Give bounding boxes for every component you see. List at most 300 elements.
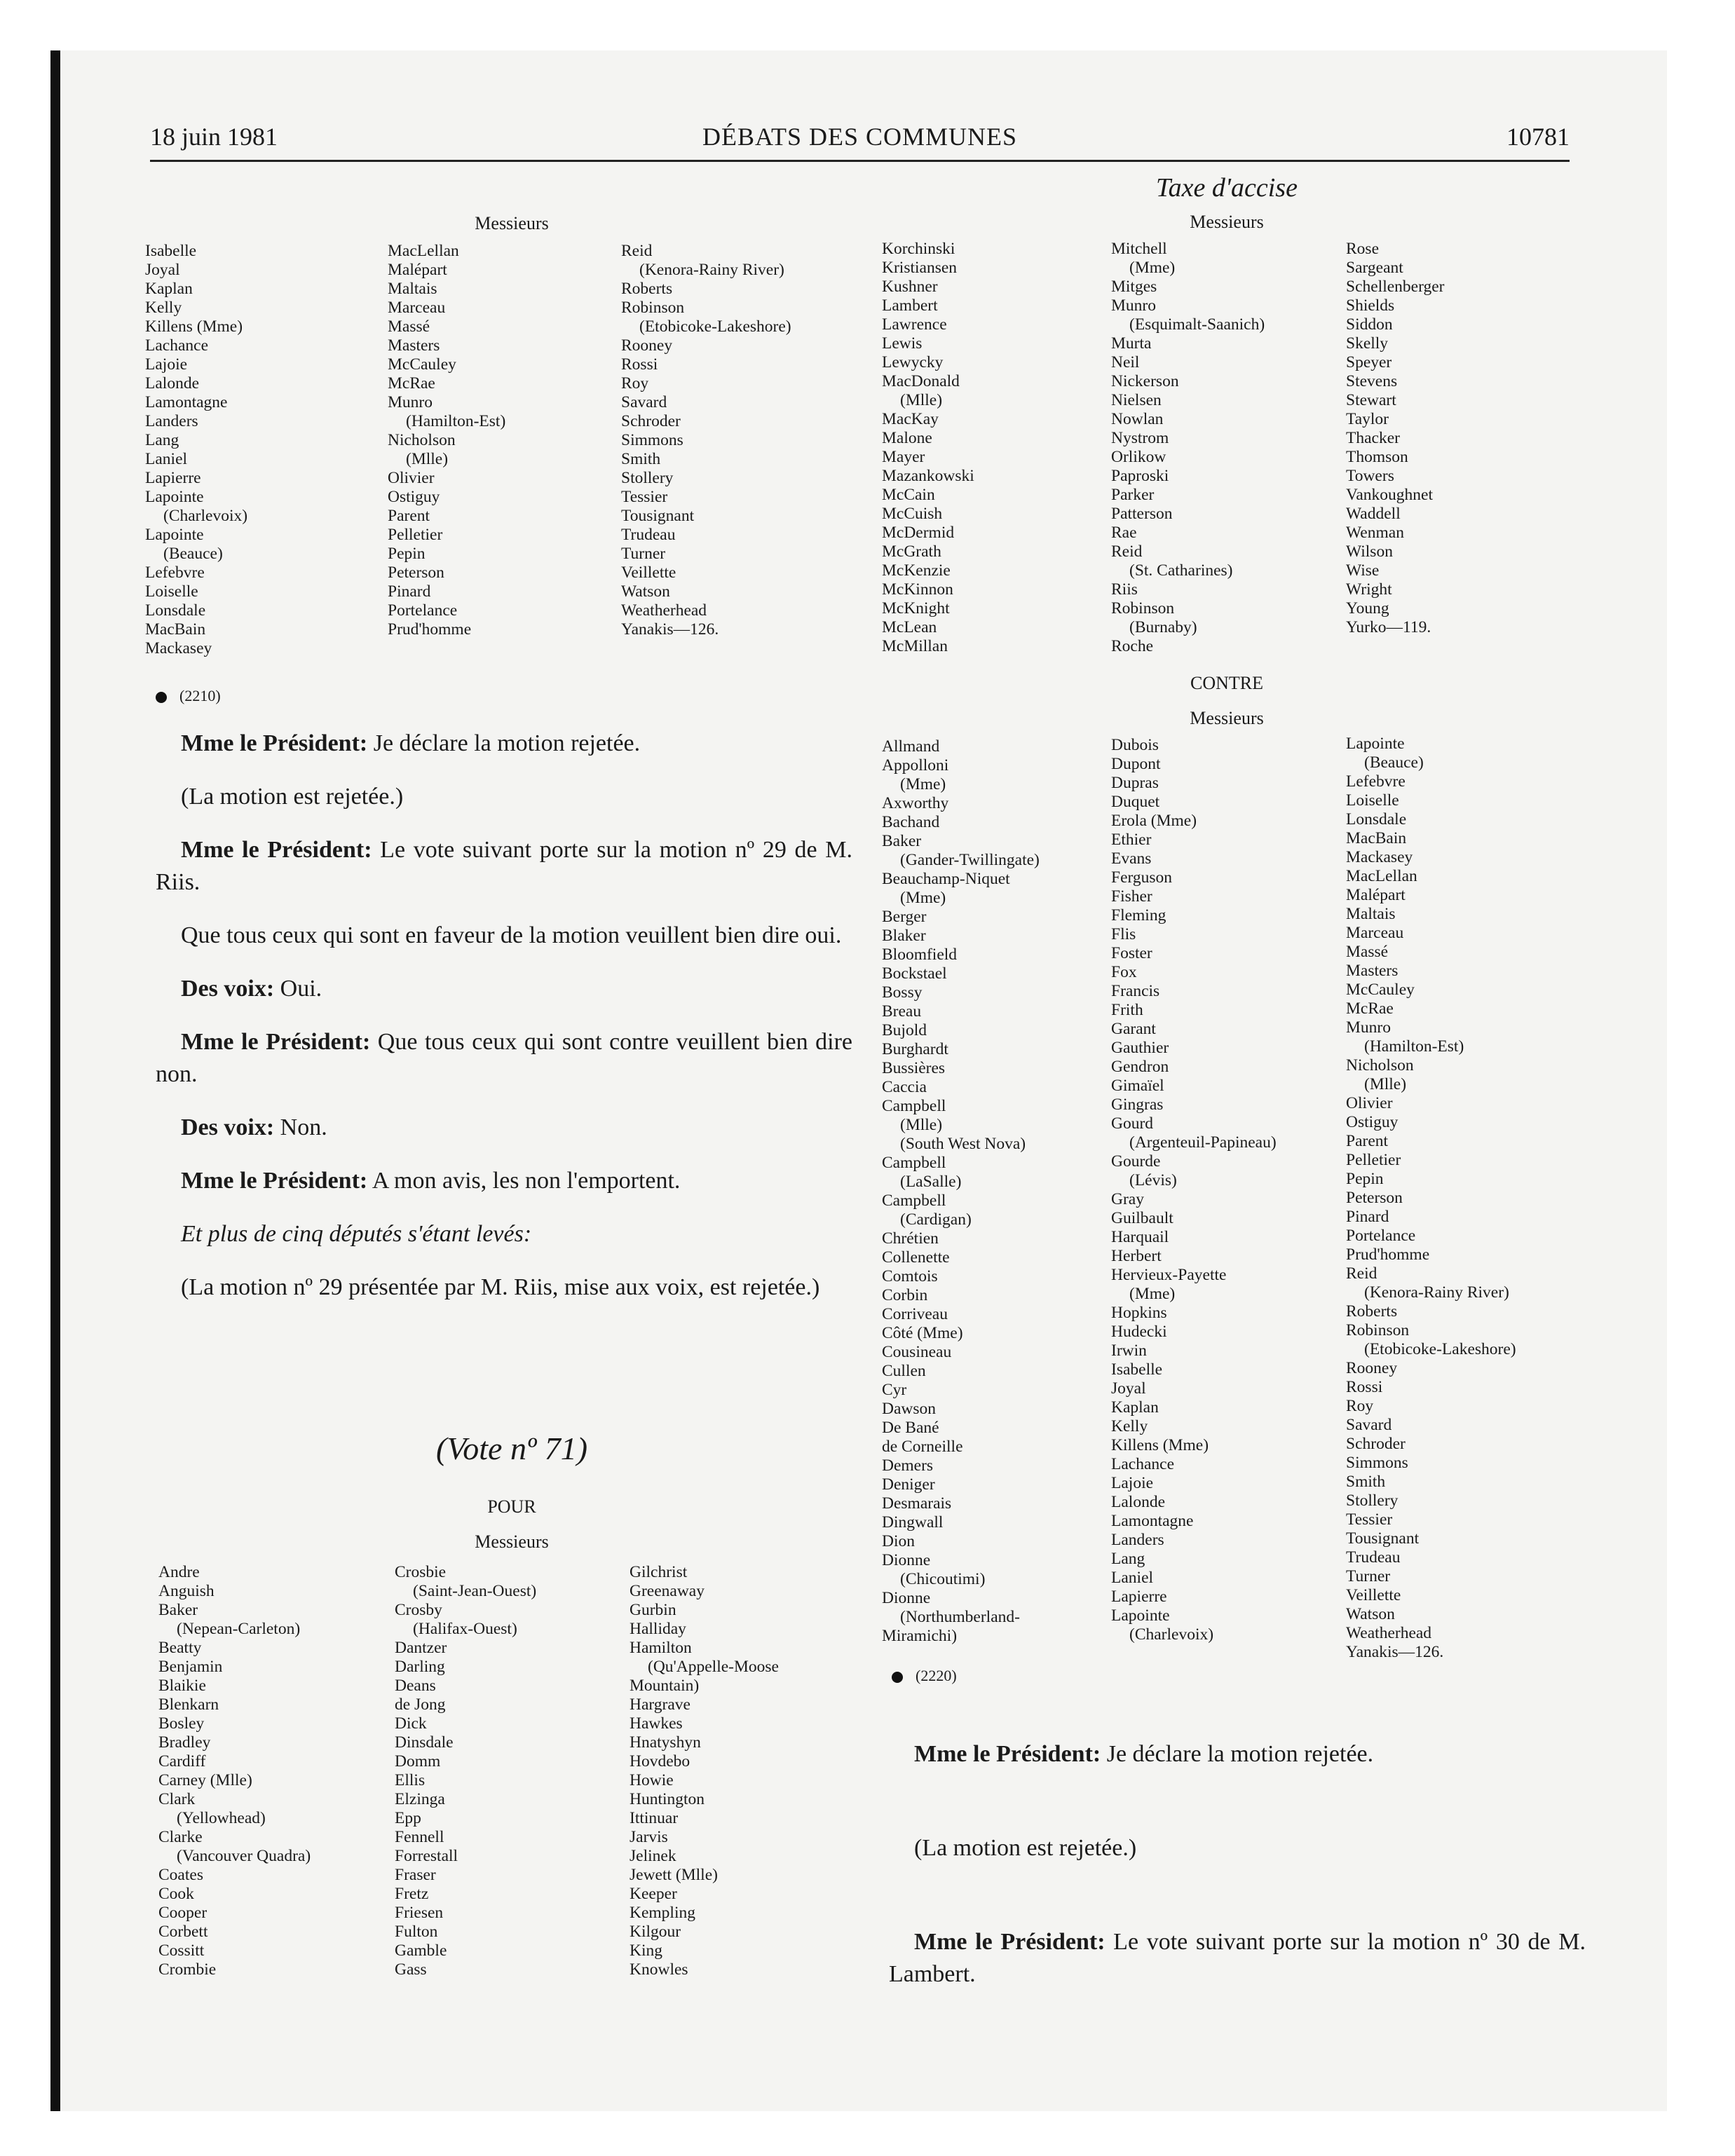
member-name: Cossitt <box>158 1942 205 1960</box>
member-name: Marceau <box>1346 924 1404 942</box>
member-name: Gauthier <box>1111 1039 1169 1057</box>
member-name: Lapointe <box>1346 735 1405 753</box>
member-name: Cooper <box>158 1904 207 1922</box>
member-name: Nielsen <box>1111 391 1162 409</box>
member-name: (Mlle) <box>900 1116 943 1134</box>
member-name: Cousineau <box>882 1343 952 1361</box>
member-name: Wenman <box>1346 524 1404 542</box>
member-name: Hawkes <box>630 1714 683 1733</box>
member-name: Roberts <box>1346 1302 1398 1321</box>
member-name: Veillette <box>621 564 676 582</box>
member-name: Gamble <box>395 1942 447 1960</box>
member-name: (Mlle) <box>406 450 449 468</box>
member-name: Kempling <box>630 1904 695 1922</box>
speaker-label: Mme le Président: <box>914 1741 1101 1767</box>
member-name: Thacker <box>1346 429 1400 447</box>
member-name: Gray <box>1111 1190 1144 1208</box>
member-name: Olivier <box>1346 1094 1393 1112</box>
proceedings-paragraph <box>156 1271 852 1304</box>
member-name: Isabelle <box>1111 1360 1163 1379</box>
member-name: Yanakis—126. <box>621 620 719 639</box>
member-name: McKenzie <box>882 561 951 580</box>
member-name: Hovdebo <box>630 1752 690 1770</box>
member-name: Lonsdale <box>1346 810 1407 828</box>
member-name: Skelly <box>1346 334 1389 353</box>
member-name: Mitchell <box>1111 240 1167 258</box>
member-name: Frith <box>1111 1001 1143 1019</box>
member-name: Rossi <box>621 355 658 374</box>
member-name: Hargrave <box>630 1696 690 1714</box>
member-name: Savard <box>621 393 667 411</box>
member-name: Desmarais <box>882 1494 952 1513</box>
member-name: Kelly <box>1111 1417 1148 1435</box>
header-date: 18 juin 1981 <box>150 123 278 151</box>
member-name: Murta <box>1111 334 1152 353</box>
member-name: Hudecki <box>1111 1323 1167 1341</box>
member-name: Parent <box>388 507 430 525</box>
member-name: Andre <box>158 1563 200 1581</box>
proceedings-paragraph <box>156 973 852 1005</box>
member-name: Patterson <box>1111 505 1173 523</box>
member-name: Tessier <box>621 488 668 506</box>
member-name: Gass <box>395 1960 427 1979</box>
member-name: Sargeant <box>1346 259 1403 277</box>
member-name: Gourd <box>1111 1114 1154 1133</box>
member-name: Masters <box>388 336 440 355</box>
member-name: Gilchrist <box>630 1563 688 1581</box>
member-name: Hamilton <box>630 1639 692 1657</box>
member-name: Clarke <box>158 1828 203 1846</box>
member-name: Bockstael <box>882 964 947 983</box>
member-name: Mackasey <box>1346 848 1413 866</box>
member-name: Jewett (Mlle) <box>630 1866 718 1884</box>
member-name: Ferguson <box>1111 868 1173 887</box>
member-name: Lonsdale <box>145 601 206 620</box>
paragraph-text: (La motion est rejetée.) <box>181 784 404 810</box>
member-name: Gourde <box>1111 1152 1161 1171</box>
member-name: King <box>630 1942 662 1960</box>
contre-column-2 <box>1111 736 1277 1644</box>
member-name: Cook <box>158 1885 194 1903</box>
member-name: Dantzer <box>395 1639 447 1657</box>
member-name: Weatherhead <box>1346 1624 1432 1642</box>
member-name: Ittinuar <box>630 1809 679 1827</box>
member-name: Roy <box>621 374 649 393</box>
member-name: Bloomfield <box>882 946 958 964</box>
member-name: Benjamin <box>158 1658 223 1676</box>
member-name: Watson <box>1346 1605 1395 1623</box>
member-name: McCain <box>882 486 935 504</box>
member-name: Campbell <box>882 1097 946 1115</box>
vote70-column-1 <box>145 242 247 658</box>
member-name: McGrath <box>882 543 941 561</box>
member-name: Comtois <box>882 1267 938 1285</box>
member-name: (Charlevoix) <box>1129 1625 1214 1644</box>
member-name: Robinson <box>1346 1321 1410 1339</box>
proceedings-paragraph <box>889 1926 1586 1991</box>
member-name: Pinard <box>1346 1208 1389 1226</box>
member-name: Fretz <box>395 1885 429 1903</box>
member-name: Mackasey <box>145 639 212 657</box>
member-name: Huntington <box>630 1790 705 1808</box>
paragraph-text: Et plus de cinq députés s'étant levés: <box>181 1221 532 1247</box>
member-name: Trudeau <box>621 526 676 544</box>
member-name: Reid <box>1111 543 1143 561</box>
contre-column-1 <box>882 737 1040 1646</box>
member-name: Lamontagne <box>145 393 228 411</box>
member-name: Baker <box>882 832 922 850</box>
proceedings-right <box>889 1738 1586 2052</box>
vote70-column-5 <box>1111 240 1265 656</box>
member-name: McLean <box>882 618 937 636</box>
proceedings-paragraph <box>156 834 852 899</box>
messieurs-label-left: Messieurs <box>475 213 549 233</box>
member-name: Stewart <box>1346 391 1396 409</box>
member-name: Nickerson <box>1111 372 1179 390</box>
member-name: Foster <box>1111 944 1152 962</box>
member-name: Corbett <box>158 1923 208 1941</box>
member-name: Baker <box>158 1601 198 1619</box>
member-name: Lamontagne <box>1111 1512 1194 1530</box>
member-name: (Cardigan) <box>900 1210 972 1229</box>
member-name: (Hamilton-Est) <box>406 412 506 430</box>
member-name: Marceau <box>388 299 446 317</box>
member-name: Laniel <box>1111 1569 1154 1587</box>
vote71-pour-column-2 <box>395 1563 536 1979</box>
member-name: Epp <box>395 1809 421 1827</box>
member-name: Bossy <box>882 983 923 1002</box>
member-name: Kelly <box>145 299 182 317</box>
member-name: Simmons <box>1346 1454 1408 1472</box>
member-name: Corbin <box>882 1286 928 1304</box>
member-name: (Mme) <box>900 775 946 793</box>
scan-edge <box>50 50 60 2111</box>
member-name: Landers <box>1111 1531 1164 1549</box>
speaker-label: Mme le Président: <box>181 1168 368 1194</box>
paragraph-text: Que tous ceux qui sont en faveur de la motion veuillent bien dire oui. <box>181 922 842 948</box>
member-name: Killens (Mme) <box>1111 1436 1209 1454</box>
member-name: Kristiansen <box>882 259 958 277</box>
member-name: Peterson <box>388 564 444 582</box>
member-name: Vankoughnet <box>1346 486 1434 504</box>
member-name: Corriveau <box>882 1305 948 1323</box>
member-name: Maltais <box>388 280 437 298</box>
member-name: Ethier <box>1111 831 1152 849</box>
member-name: Gimaïel <box>1111 1077 1164 1095</box>
member-name: Fulton <box>395 1923 438 1941</box>
member-name: Yanakis—126. <box>1346 1643 1444 1661</box>
member-name: Greenaway <box>630 1582 705 1600</box>
member-name: Gingras <box>1111 1096 1164 1114</box>
member-name: Coates <box>158 1866 203 1884</box>
member-name: (Yellowhead) <box>177 1809 266 1827</box>
member-name: Forrestall <box>395 1847 458 1865</box>
member-name: Joyal <box>1111 1379 1146 1398</box>
member-name: Demers <box>882 1456 934 1475</box>
member-name: Massé <box>388 318 430 336</box>
member-name: Bujold <box>882 1021 927 1039</box>
member-name: Turner <box>621 545 666 563</box>
member-name: Wise <box>1346 561 1380 580</box>
messieurs-label-right: Messieurs <box>1190 212 1264 232</box>
member-name: Mazankowski <box>882 467 974 485</box>
member-name: Waddell <box>1346 505 1401 523</box>
member-name: Pinard <box>388 582 431 601</box>
speaker-label: Mme le Président: <box>181 837 372 863</box>
member-name: (Vancouver Quadra) <box>177 1847 311 1865</box>
member-name: Bosley <box>158 1714 205 1733</box>
speaker-label: Mme le Président: <box>914 1929 1105 1955</box>
member-name: Speyer <box>1346 353 1392 371</box>
member-name: Lang <box>145 431 179 449</box>
member-name: (Kenora-Rainy River) <box>1364 1283 1509 1302</box>
member-name: Kaplan <box>1111 1398 1159 1417</box>
proceedings-paragraph <box>156 1112 852 1144</box>
speaker-label: Mme le Président: <box>181 1029 371 1055</box>
member-name: Mountain) <box>630 1677 700 1695</box>
member-name: Cyr <box>882 1381 907 1399</box>
member-name: Rose <box>1346 240 1379 258</box>
member-name: Harquail <box>1111 1228 1169 1246</box>
member-name: Wilson <box>1346 543 1393 561</box>
paragraph-text: (La motion nº 29 présentée par M. Riis, mise aux voix, est rejetée.) <box>181 1274 820 1300</box>
member-name: Knowles <box>630 1960 688 1979</box>
member-name: Miramichi) <box>882 1627 958 1645</box>
member-name: Schroder <box>621 412 681 430</box>
pour-label: POUR <box>487 1496 536 1517</box>
member-name: Mitges <box>1111 278 1157 296</box>
member-name: Roche <box>1111 637 1154 655</box>
member-name: Erola (Mme) <box>1111 812 1197 830</box>
member-name: Lang <box>1111 1550 1145 1568</box>
member-name: Cullen <box>882 1362 926 1380</box>
proceedings-paragraph <box>156 920 852 952</box>
vote-71-title: (Vote nº 71) <box>435 1431 588 1466</box>
member-name: Munro <box>1111 296 1156 315</box>
member-name: Chrétien <box>882 1229 939 1248</box>
member-name: Riis <box>1111 580 1138 599</box>
member-name: Deniger <box>882 1475 935 1494</box>
member-name: Fox <box>1111 963 1137 981</box>
member-name: Pepin <box>1346 1170 1384 1188</box>
vote71-pour-column-3 <box>630 1563 779 1979</box>
member-name: Korchinski <box>882 240 955 258</box>
member-name: MacDonald <box>882 372 960 390</box>
member-name: Robinson <box>621 299 685 317</box>
member-name: (Mme) <box>1129 259 1176 277</box>
member-name: Jelinek <box>630 1847 676 1865</box>
time-marker-text: (2210) <box>179 687 221 704</box>
member-name: Loiselle <box>145 582 198 601</box>
proceedings-paragraph <box>889 1832 1586 1864</box>
vote70-column-4 <box>882 240 974 656</box>
member-name: Dionne <box>882 1589 931 1607</box>
member-name: Robinson <box>1111 599 1175 618</box>
member-name: Neil <box>1111 353 1140 371</box>
member-name: Collenette <box>882 1248 950 1267</box>
member-name: Hervieux-Payette <box>1111 1266 1227 1284</box>
member-name: McCuish <box>882 505 943 523</box>
member-name: Schellenberger <box>1346 278 1445 296</box>
contre-label: CONTRE <box>1190 673 1263 693</box>
member-name: Turner <box>1346 1567 1391 1585</box>
contre-column-3 <box>1346 735 1516 1662</box>
member-name: Ellis <box>395 1771 426 1789</box>
member-name: Paproski <box>1111 467 1169 485</box>
member-name: (Mme) <box>1129 1285 1176 1303</box>
member-name: Laniel <box>145 450 188 468</box>
member-name: Beatty <box>158 1639 202 1657</box>
member-name: Bussières <box>882 1059 946 1077</box>
member-name: Crosby <box>395 1601 442 1619</box>
member-name: (Chicoutimi) <box>900 1570 986 1588</box>
member-name: Bradley <box>158 1733 211 1752</box>
member-name: Isabelle <box>145 242 197 260</box>
member-name: Irwin <box>1111 1342 1147 1360</box>
member-name: Hnatyshyn <box>630 1733 701 1752</box>
member-name: Weatherhead <box>621 601 707 620</box>
member-name: Tessier <box>1346 1510 1393 1529</box>
member-name: Rae <box>1111 524 1137 542</box>
member-name: Campbell <box>882 1154 946 1172</box>
paragraph-text: Oui. <box>274 976 322 1002</box>
member-name: Flis <box>1111 925 1136 943</box>
member-name: Keeper <box>630 1885 677 1903</box>
member-name: Nystrom <box>1111 429 1169 447</box>
member-name: Deans <box>395 1677 436 1695</box>
member-name: Nowlan <box>1111 410 1164 428</box>
proceedings-paragraph <box>156 1026 852 1091</box>
speaker-label: Mme le Président: <box>181 730 368 756</box>
member-name: Côté (Mme) <box>882 1324 963 1342</box>
member-name: Lalonde <box>1111 1493 1165 1511</box>
speaker-label: Des voix: <box>181 976 275 1002</box>
member-name: (Beauce) <box>1364 753 1424 772</box>
member-name: Kilgour <box>630 1923 681 1941</box>
member-name: Dick <box>395 1714 427 1733</box>
member-name: Lapierre <box>1111 1588 1167 1606</box>
speaker-label: Des voix: <box>181 1114 275 1140</box>
member-name: Allmand <box>882 737 940 756</box>
member-name: Berger <box>882 908 927 926</box>
member-name: Yurko—119. <box>1346 618 1431 636</box>
member-name: MacLellan <box>1346 867 1417 885</box>
bullet-dot-icon <box>156 692 167 703</box>
member-name: Pelletier <box>388 526 443 544</box>
member-name: (Lévis) <box>1129 1171 1177 1189</box>
member-name: Rooney <box>621 336 673 355</box>
proceedings-paragraph <box>156 781 852 813</box>
topic-heading: Taxe d'accise <box>1156 173 1298 203</box>
member-name: (Qu'Appelle-Moose <box>648 1658 779 1676</box>
time-marker-2210 <box>156 687 221 705</box>
member-name: Watson <box>621 582 670 601</box>
member-name: Lapointe <box>145 488 204 506</box>
member-name: Elzinga <box>395 1790 445 1808</box>
member-name: Lambert <box>882 296 938 315</box>
member-name: Lalonde <box>145 374 199 393</box>
paragraph-text: Que tous ceux qui sont contre veuillent bien dire non. <box>156 1029 852 1087</box>
member-name: Nicholson <box>388 431 456 449</box>
proceedings-paragraph <box>156 1165 852 1197</box>
member-name: de Jong <box>395 1696 446 1714</box>
member-name: Francis <box>1111 982 1160 1000</box>
member-name: MacKay <box>882 410 939 428</box>
member-name: Caccia <box>882 1078 927 1096</box>
member-name: Domm <box>395 1752 441 1770</box>
member-name: Schroder <box>1346 1435 1406 1453</box>
member-name: Pelletier <box>1346 1151 1401 1169</box>
member-name: Thomson <box>1346 448 1408 466</box>
member-name: Smith <box>621 450 661 468</box>
member-name: Dupont <box>1111 755 1161 773</box>
member-name: Darling <box>395 1658 445 1676</box>
member-name: McMillan <box>882 637 948 655</box>
member-name: Breau <box>882 1002 922 1021</box>
member-name: (Charlevoix) <box>163 507 248 525</box>
paragraph-text: Je déclare la motion rejetée. <box>1101 1741 1374 1767</box>
member-name: Anguish <box>158 1582 215 1600</box>
member-name: Bachand <box>882 813 940 831</box>
member-name: Munro <box>388 393 433 411</box>
proceedings-paragraph <box>156 728 852 760</box>
member-name: Roberts <box>621 280 673 298</box>
member-name: Pepin <box>388 545 426 563</box>
member-name: Parent <box>1346 1132 1389 1150</box>
member-name: Lawrence <box>882 315 947 334</box>
paragraph-text: (La motion est rejetée.) <box>914 1835 1137 1861</box>
member-name: Tousignant <box>621 507 695 525</box>
member-name: Stevens <box>1346 372 1398 390</box>
member-name: Lewis <box>882 334 923 353</box>
member-name: Trudeau <box>1346 1548 1401 1567</box>
member-name: MacBain <box>145 620 206 639</box>
member-name: Beauchamp-Niquet <box>882 870 1010 888</box>
member-name: (Mlle) <box>1364 1075 1407 1093</box>
member-name: Blaikie <box>158 1677 206 1695</box>
member-name: Clark <box>158 1790 196 1808</box>
member-name: McCauley <box>1346 981 1415 999</box>
time-marker-2220 <box>892 1667 957 1685</box>
member-name: Lachance <box>1111 1455 1175 1473</box>
member-name: Kaplan <box>145 280 193 298</box>
member-name: Blenkarn <box>158 1696 219 1714</box>
proceedings-paragraph <box>156 1218 852 1250</box>
member-name: Portelance <box>1346 1227 1416 1245</box>
member-name: (St. Catharines) <box>1129 561 1233 580</box>
member-name: Dingwall <box>882 1513 944 1531</box>
member-name: (Mlle) <box>900 391 943 409</box>
member-name: Lefebvre <box>145 564 205 582</box>
member-name: Guilbault <box>1111 1209 1173 1227</box>
member-name: Friesen <box>395 1904 444 1922</box>
vote70-column-2 <box>388 242 505 639</box>
member-name: Malépart <box>388 261 447 279</box>
member-name: Lefebvre <box>1346 772 1406 791</box>
member-name: Peterson <box>1346 1189 1403 1207</box>
member-name: Prud'homme <box>388 620 472 639</box>
member-name: Crombie <box>158 1960 217 1979</box>
member-name: Reid <box>1346 1264 1377 1283</box>
member-name: Nicholson <box>1346 1056 1414 1074</box>
member-name: Ostiguy <box>1346 1113 1399 1131</box>
member-name: Young <box>1346 599 1389 618</box>
member-name: Cardiff <box>158 1752 206 1770</box>
member-name: McCauley <box>388 355 456 374</box>
member-name: (Northumberland- <box>900 1608 1020 1626</box>
member-name: Orlikow <box>1111 448 1166 466</box>
member-name: Blaker <box>882 927 926 945</box>
